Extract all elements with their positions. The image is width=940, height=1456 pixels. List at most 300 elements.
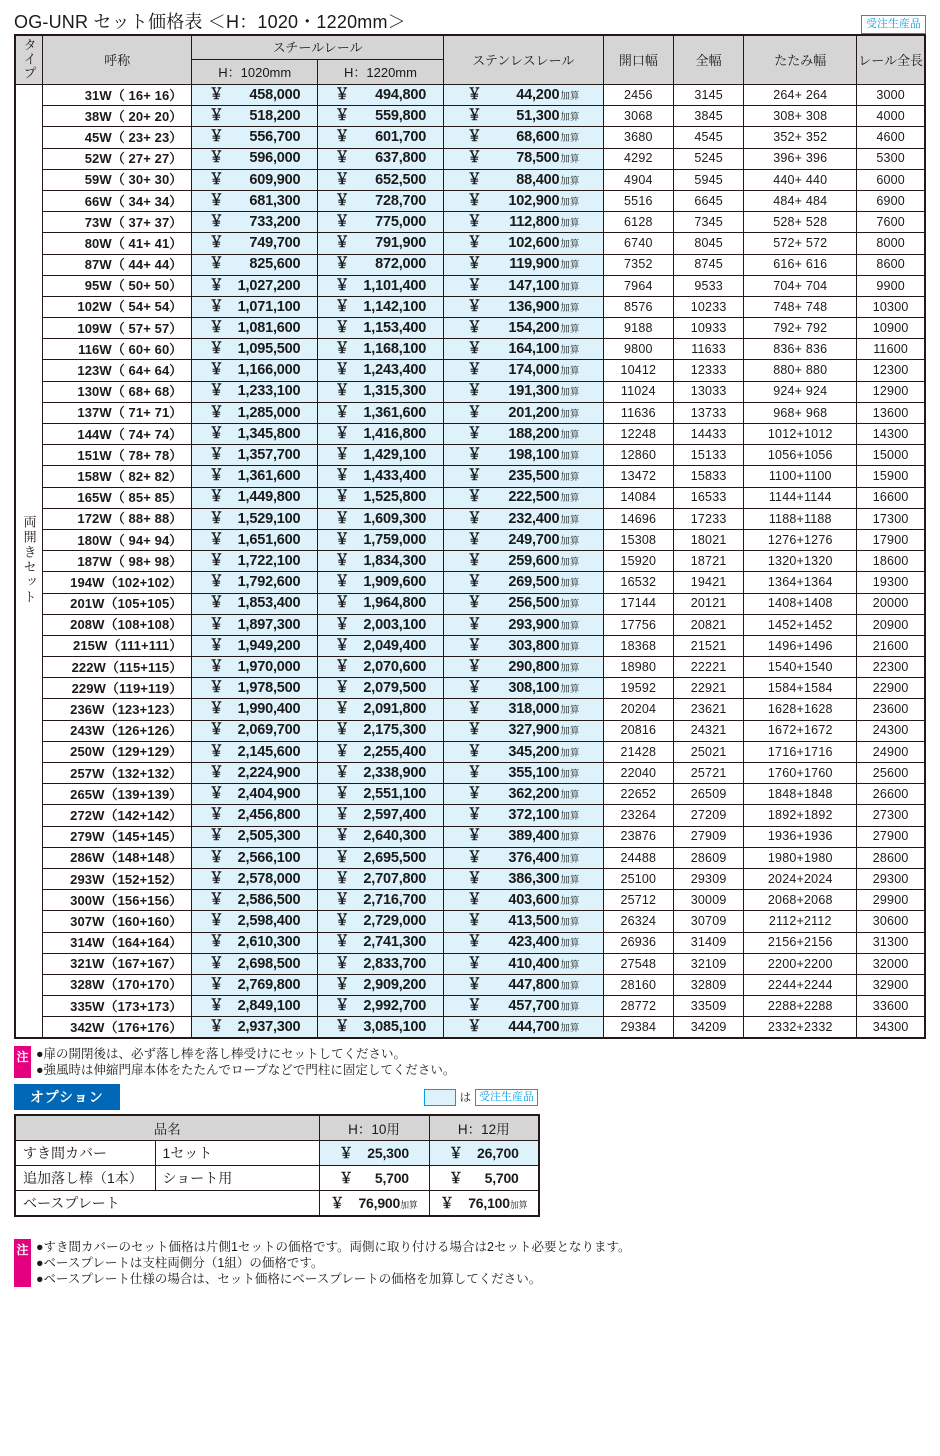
cell-stainless: ￥ 68,600加算	[443, 127, 603, 148]
cell-folded-width: 440+ 440	[744, 169, 857, 190]
option-cell-name: ベースプレート	[15, 1191, 319, 1217]
cell-steel-h1020: ￥ 2,566,100	[192, 847, 318, 868]
cell-steel-h1220: ￥ 2,992,700	[318, 996, 444, 1017]
col-header-rail-length-line1: レール全長	[858, 52, 923, 68]
cell-total-width: 28609	[673, 847, 743, 868]
cell-folded-width: 1892+1892	[744, 805, 857, 826]
option-note	[14, 1239, 926, 1287]
cell-folded-width: 1760+1760	[744, 763, 857, 784]
cell-steel-h1020: ￥ 2,578,000	[192, 868, 318, 889]
cell-folded-width: 1012+1012	[744, 424, 857, 445]
cell-name: 187W（ 98+ 98）	[43, 551, 192, 572]
table-row	[15, 127, 925, 148]
table-row	[15, 85, 925, 106]
cell-folded-width: 1496+1496	[744, 635, 857, 656]
option-col-header-item: 品名	[15, 1115, 319, 1141]
cell-steel-h1020: ￥ 2,769,800	[192, 974, 318, 995]
cell-opening-width: 7964	[603, 275, 673, 296]
cell-opening-width: 17756	[603, 614, 673, 635]
cell-total-width: 34209	[673, 1017, 743, 1039]
option-cell-spec: 1セット	[155, 1141, 319, 1166]
cell-stainless: ￥ 413,500加算	[443, 911, 603, 932]
cell-stainless: ￥ 269,500加算	[443, 572, 603, 593]
cell-steel-h1020: ￥ 733,200	[192, 212, 318, 233]
cell-name: 116W（ 60+ 60）	[43, 339, 192, 360]
cell-name: 335W（173+173）	[43, 996, 192, 1017]
cell-opening-width: 20204	[603, 699, 673, 720]
table-row	[15, 212, 925, 233]
cell-stainless: ￥ 308,100加算	[443, 678, 603, 699]
option-table	[14, 1114, 540, 1217]
cell-rail-length: 20000	[857, 593, 925, 614]
cell-opening-width: 6128	[603, 212, 673, 233]
cell-opening-width: 28160	[603, 974, 673, 995]
cell-rail-length: 22900	[857, 678, 925, 699]
price-table-head	[15, 35, 925, 85]
table-row	[15, 996, 925, 1017]
cell-steel-h1020: ￥ 2,937,300	[192, 1017, 318, 1039]
cell-steel-h1220: ￥ 2,833,700	[318, 953, 444, 974]
cell-folded-width: 2068+2068	[744, 890, 857, 911]
col-header-opening-width: 開口幅	[603, 35, 673, 85]
cell-total-width: 20121	[673, 593, 743, 614]
type-cell	[15, 85, 43, 1039]
cell-rail-length: 8000	[857, 233, 925, 254]
cell-opening-width: 23876	[603, 826, 673, 847]
cell-name: 286W（148+148）	[43, 847, 192, 868]
cell-folded-width: 1584+1584	[744, 678, 857, 699]
cell-stainless: ￥ 457,700加算	[443, 996, 603, 1017]
cell-rail-length: 20900	[857, 614, 925, 635]
cell-rail-length: 34300	[857, 1017, 925, 1039]
cell-name: 293W（152+152）	[43, 868, 192, 889]
cell-stainless: ￥ 191,300加算	[443, 381, 603, 402]
table-row	[15, 381, 925, 402]
cell-opening-width: 27548	[603, 953, 673, 974]
cell-opening-width: 21428	[603, 741, 673, 762]
cell-steel-h1020: ￥ 1,970,000	[192, 657, 318, 678]
cell-stainless: ￥ 386,300加算	[443, 868, 603, 889]
cell-name: 59W（ 30+ 30）	[43, 169, 192, 190]
table-row	[15, 635, 925, 656]
cell-steel-h1220: ￥ 2,175,300	[318, 720, 444, 741]
option-note-lines	[31, 1239, 630, 1287]
table-row	[15, 190, 925, 211]
legend-swatch-icon	[424, 1089, 456, 1106]
table-row	[15, 551, 925, 572]
table-row	[15, 233, 925, 254]
cell-rail-length: 15000	[857, 445, 925, 466]
cell-opening-width: 20816	[603, 720, 673, 741]
cell-total-width: 13733	[673, 402, 743, 423]
cell-stainless: ￥ 372,100加算	[443, 805, 603, 826]
cell-stainless: ￥ 256,500加算	[443, 593, 603, 614]
price-table	[14, 34, 926, 1039]
cell-name: 123W（ 64+ 64）	[43, 360, 192, 381]
cell-rail-length: 6000	[857, 169, 925, 190]
cell-opening-width: 13472	[603, 466, 673, 487]
cell-folded-width: 1980+1980	[744, 847, 857, 868]
cell-total-width: 4545	[673, 127, 743, 148]
cell-opening-width: 3680	[603, 127, 673, 148]
cell-name: 130W（ 68+ 68）	[43, 381, 192, 402]
cell-stainless: ￥ 136,900加算	[443, 296, 603, 317]
cell-folded-width: 2112+2112	[744, 911, 857, 932]
cell-rail-length: 24300	[857, 720, 925, 741]
cell-stainless: ￥ 119,900加算	[443, 254, 603, 275]
option-cell-h10: ￥ 25,300	[319, 1141, 429, 1166]
cell-rail-length: 29300	[857, 868, 925, 889]
cell-total-width: 8745	[673, 254, 743, 275]
table-row	[15, 720, 925, 741]
cell-steel-h1020: ￥ 1,166,000	[192, 360, 318, 381]
cell-folded-width: 748+ 748	[744, 296, 857, 317]
cell-steel-h1020: ￥ 1,897,300	[192, 614, 318, 635]
cell-stainless: ￥ 303,800加算	[443, 635, 603, 656]
cell-total-width: 30709	[673, 911, 743, 932]
option-cell-h12: ￥ 76,100加算	[429, 1191, 539, 1217]
cell-folded-width: 1452+1452	[744, 614, 857, 635]
table-row	[15, 868, 925, 889]
cell-total-width: 16533	[673, 487, 743, 508]
cell-name: 52W（ 27+ 27）	[43, 148, 192, 169]
cell-steel-h1220: ￥ 652,500	[318, 169, 444, 190]
cell-opening-width: 18980	[603, 657, 673, 678]
cell-name: 73W（ 37+ 37）	[43, 212, 192, 233]
page-title: OG-UNR セット価格表 ＜H：1020・1220mm＞	[14, 12, 406, 32]
cell-stainless: ￥ 293,900加算	[443, 614, 603, 635]
cell-folded-width: 352+ 352	[744, 127, 857, 148]
cell-total-width: 19421	[673, 572, 743, 593]
cell-steel-h1020: ￥ 1,792,600	[192, 572, 318, 593]
cell-total-width: 18721	[673, 551, 743, 572]
table-row	[15, 254, 925, 275]
cell-folded-width: 2024+2024	[744, 868, 857, 889]
cell-rail-length: 4600	[857, 127, 925, 148]
cell-rail-length: 18600	[857, 551, 925, 572]
option-cell-h12: ￥ 5,700	[429, 1166, 539, 1191]
cell-rail-length: 12900	[857, 381, 925, 402]
cell-total-width: 8045	[673, 233, 743, 254]
table-row	[15, 657, 925, 678]
cell-steel-h1020: ￥ 1,853,400	[192, 593, 318, 614]
cell-steel-h1020: ￥ 2,586,500	[192, 890, 318, 911]
option-table-body	[15, 1141, 539, 1217]
cell-folded-width: 2156+2156	[744, 932, 857, 953]
table-row	[15, 296, 925, 317]
cell-steel-h1220: ￥ 1,909,600	[318, 572, 444, 593]
cell-rail-length: 26600	[857, 784, 925, 805]
cell-steel-h1020: ￥ 749,700	[192, 233, 318, 254]
cell-steel-h1020: ￥ 518,200	[192, 106, 318, 127]
cell-steel-h1220: ￥ 637,800	[318, 148, 444, 169]
table-row	[15, 106, 925, 127]
cell-opening-width: 16532	[603, 572, 673, 593]
cell-rail-length: 22300	[857, 657, 925, 678]
cell-folded-width: 1540+1540	[744, 657, 857, 678]
cell-steel-h1220: ￥ 2,255,400	[318, 741, 444, 762]
table-row	[15, 360, 925, 381]
col-header-steel-group: スチールレール	[192, 35, 443, 60]
cell-folded-width: 528+ 528	[744, 212, 857, 233]
cell-steel-h1220: ￥ 728,700	[318, 190, 444, 211]
cell-steel-h1220: ￥ 775,000	[318, 212, 444, 233]
cell-name: 172W（ 88+ 88）	[43, 508, 192, 529]
cell-steel-h1220: ￥ 1,433,400	[318, 466, 444, 487]
option-cell-h10: ￥ 76,900加算	[319, 1191, 429, 1217]
cell-total-width: 14433	[673, 424, 743, 445]
cell-opening-width: 2456	[603, 85, 673, 106]
cell-steel-h1020: ￥ 1,990,400	[192, 699, 318, 720]
cell-steel-h1220: ￥ 2,729,000	[318, 911, 444, 932]
cell-steel-h1020: ￥ 2,224,900	[192, 763, 318, 784]
cell-stainless: ￥ 389,400加算	[443, 826, 603, 847]
table-row	[15, 339, 925, 360]
cell-name: 243W（126+126）	[43, 720, 192, 741]
cell-stainless: ￥ 232,400加算	[443, 508, 603, 529]
cell-total-width: 15833	[673, 466, 743, 487]
col-header-type	[15, 35, 43, 85]
cell-rail-length: 10300	[857, 296, 925, 317]
page-header	[14, 0, 926, 34]
cell-steel-h1020: ￥ 1,949,200	[192, 635, 318, 656]
option-cell-name: すき間カバー	[15, 1141, 155, 1166]
cell-opening-width: 11636	[603, 402, 673, 423]
cell-name: 151W（ 78+ 78）	[43, 445, 192, 466]
option-cell-h12: ￥ 26,700	[429, 1141, 539, 1166]
cell-steel-h1220: ￥ 1,153,400	[318, 318, 444, 339]
cell-opening-width: 25100	[603, 868, 673, 889]
cell-steel-h1020: ￥ 1,233,100	[192, 381, 318, 402]
cell-stainless: ￥ 327,900加算	[443, 720, 603, 741]
cell-stainless: ￥ 222,500加算	[443, 487, 603, 508]
cell-steel-h1220: ￥ 1,609,300	[318, 508, 444, 529]
cell-name: 95W（ 50+ 50）	[43, 275, 192, 296]
cell-steel-h1020: ￥ 1,449,800	[192, 487, 318, 508]
cell-opening-width: 4904	[603, 169, 673, 190]
cell-rail-length: 7600	[857, 212, 925, 233]
table-row	[15, 572, 925, 593]
cell-name: 144W（ 74+ 74）	[43, 424, 192, 445]
col-header-steel-h1020: H：1020mm	[192, 60, 318, 85]
cell-steel-h1220: ￥ 3,085,100	[318, 1017, 444, 1039]
cell-steel-h1220: ￥ 1,525,800	[318, 487, 444, 508]
cell-name: 307W（160+160）	[43, 911, 192, 932]
option-header	[14, 1084, 538, 1110]
cell-rail-length: 9900	[857, 275, 925, 296]
cell-name: 137W（ 71+ 71）	[43, 402, 192, 423]
cell-stainless: ￥ 376,400加算	[443, 847, 603, 868]
table-row	[15, 699, 925, 720]
cell-total-width: 6645	[673, 190, 743, 211]
table-row	[15, 169, 925, 190]
note-line: ●扉の開閉後は、必ず落し棒を落し棒受けにセットしてください。	[36, 1047, 407, 1062]
cell-stainless: ￥ 362,200加算	[443, 784, 603, 805]
cell-steel-h1020: ￥ 825,600	[192, 254, 318, 275]
cell-steel-h1020: ￥ 1,722,100	[192, 551, 318, 572]
cell-rail-length: 32000	[857, 953, 925, 974]
table-row	[15, 1017, 925, 1039]
cell-total-width: 7345	[673, 212, 743, 233]
cell-stainless: ￥ 423,400加算	[443, 932, 603, 953]
cell-steel-h1020: ￥ 1,529,100	[192, 508, 318, 529]
table-row	[15, 445, 925, 466]
option-note-mark-icon: 注	[14, 1239, 31, 1287]
main-note	[14, 1046, 926, 1078]
cell-total-width: 31409	[673, 932, 743, 953]
cell-rail-length: 30600	[857, 911, 925, 932]
cell-steel-h1020: ￥ 1,071,100	[192, 296, 318, 317]
cell-steel-h1220: ￥ 494,800	[318, 85, 444, 106]
cell-stainless: ￥ 259,600加算	[443, 551, 603, 572]
cell-steel-h1220: ￥ 1,101,400	[318, 275, 444, 296]
cell-steel-h1220: ￥ 1,416,800	[318, 424, 444, 445]
cell-opening-width: 26324	[603, 911, 673, 932]
made-to-order-badge: 受注生産品	[861, 15, 926, 34]
cell-rail-length: 24900	[857, 741, 925, 762]
cell-steel-h1020: ￥ 1,027,200	[192, 275, 318, 296]
cell-stainless: ￥ 154,200加算	[443, 318, 603, 339]
cell-folded-width: 880+ 880	[744, 360, 857, 381]
option-col-header-h12: H：12用	[429, 1115, 539, 1141]
cell-name: 66W（ 34+ 34）	[43, 190, 192, 211]
cell-name: 250W（129+129）	[43, 741, 192, 762]
cell-opening-width: 14084	[603, 487, 673, 508]
cell-folded-width: 2244+2244	[744, 974, 857, 995]
cell-opening-width: 25712	[603, 890, 673, 911]
cell-total-width: 3845	[673, 106, 743, 127]
cell-total-width: 18021	[673, 529, 743, 550]
cell-total-width: 30009	[673, 890, 743, 911]
table-row	[15, 763, 925, 784]
cell-steel-h1020: ￥ 458,000	[192, 85, 318, 106]
cell-stainless: ￥ 249,700加算	[443, 529, 603, 550]
cell-total-width: 32809	[673, 974, 743, 995]
cell-name: 87W（ 44+ 44）	[43, 254, 192, 275]
cell-name: 229W（119+119）	[43, 678, 192, 699]
cell-steel-h1020: ￥ 1,081,600	[192, 318, 318, 339]
cell-name: 45W（ 23+ 23）	[43, 127, 192, 148]
cell-steel-h1020: ￥ 2,598,400	[192, 911, 318, 932]
cell-rail-length: 23600	[857, 699, 925, 720]
cell-stainless: ￥ 102,600加算	[443, 233, 603, 254]
cell-name: 102W（ 54+ 54）	[43, 296, 192, 317]
cell-folded-width: 1716+1716	[744, 741, 857, 762]
cell-name: 201W（105+105）	[43, 593, 192, 614]
cell-steel-h1020: ￥ 556,700	[192, 127, 318, 148]
cell-rail-length: 8600	[857, 254, 925, 275]
cell-opening-width: 4292	[603, 148, 673, 169]
cell-steel-h1220: ￥ 2,049,400	[318, 635, 444, 656]
cell-opening-width: 8576	[603, 296, 673, 317]
table-row	[15, 911, 925, 932]
cell-opening-width: 9188	[603, 318, 673, 339]
cell-rail-length: 17900	[857, 529, 925, 550]
cell-opening-width: 15308	[603, 529, 673, 550]
cell-steel-h1220: ￥ 1,759,000	[318, 529, 444, 550]
cell-steel-h1220: ￥ 2,091,800	[318, 699, 444, 720]
cell-steel-h1020: ￥ 2,849,100	[192, 996, 318, 1017]
cell-rail-length: 33600	[857, 996, 925, 1017]
cell-folded-width: 484+ 484	[744, 190, 857, 211]
cell-folded-width: 704+ 704	[744, 275, 857, 296]
option-row	[15, 1166, 539, 1191]
cell-total-width: 32109	[673, 953, 743, 974]
col-header-steel-h1220: H：1220mm	[318, 60, 444, 85]
cell-total-width: 29309	[673, 868, 743, 889]
cell-steel-h1220: ￥ 2,003,100	[318, 614, 444, 635]
table-row	[15, 953, 925, 974]
cell-name: 158W（ 82+ 82）	[43, 466, 192, 487]
cell-total-width: 10933	[673, 318, 743, 339]
cell-name: 314W（164+164）	[43, 932, 192, 953]
cell-name: 236W（123+123）	[43, 699, 192, 720]
cell-folded-width: 1364+1364	[744, 572, 857, 593]
cell-stainless: ￥ 78,500加算	[443, 148, 603, 169]
cell-steel-h1220: ￥ 872,000	[318, 254, 444, 275]
cell-stainless: ￥ 88,400加算	[443, 169, 603, 190]
cell-stainless: ￥ 198,100加算	[443, 445, 603, 466]
cell-steel-h1220: ￥ 1,361,600	[318, 402, 444, 423]
cell-folded-width: 1320+1320	[744, 551, 857, 572]
option-row	[15, 1191, 539, 1217]
cell-opening-width: 29384	[603, 1017, 673, 1039]
cell-steel-h1220: ￥ 2,716,700	[318, 890, 444, 911]
cell-steel-h1220: ￥ 1,142,100	[318, 296, 444, 317]
cell-steel-h1220: ￥ 2,741,300	[318, 932, 444, 953]
table-row	[15, 529, 925, 550]
cell-rail-length: 11600	[857, 339, 925, 360]
cell-name: 109W（ 57+ 57）	[43, 318, 192, 339]
cell-steel-h1220: ￥ 2,640,300	[318, 826, 444, 847]
note-line: ●強風時は伸縮門扉本体をたたんでロープなどで門柱に固定してください。	[36, 1063, 456, 1078]
cell-rail-length: 19300	[857, 572, 925, 593]
cell-opening-width: 19592	[603, 678, 673, 699]
cell-stainless: ￥ 447,800加算	[443, 974, 603, 995]
cell-opening-width: 12248	[603, 424, 673, 445]
cell-steel-h1020: ￥ 2,505,300	[192, 826, 318, 847]
cell-rail-length: 27900	[857, 826, 925, 847]
cell-opening-width: 7352	[603, 254, 673, 275]
col-header-folded-width: たたみ幅	[744, 35, 857, 85]
cell-total-width: 27209	[673, 805, 743, 826]
cell-folded-width: 2332+2332	[744, 1017, 857, 1039]
cell-name: 80W（ 41+ 41）	[43, 233, 192, 254]
cell-steel-h1020: ￥ 609,900	[192, 169, 318, 190]
cell-name: 272W（142+142）	[43, 805, 192, 826]
cell-total-width: 27909	[673, 826, 743, 847]
cell-folded-width: 308+ 308	[744, 106, 857, 127]
table-row	[15, 318, 925, 339]
cell-steel-h1220: ￥ 2,707,800	[318, 868, 444, 889]
cell-steel-h1020: ￥ 1,345,800	[192, 424, 318, 445]
cell-rail-length: 12300	[857, 360, 925, 381]
cell-steel-h1020: ￥ 1,978,500	[192, 678, 318, 699]
cell-opening-width: 11024	[603, 381, 673, 402]
cell-opening-width: 3068	[603, 106, 673, 127]
table-row	[15, 593, 925, 614]
cell-rail-length: 25600	[857, 763, 925, 784]
col-header-stainless: ステンレスレール	[443, 35, 603, 85]
cell-steel-h1020: ￥ 2,610,300	[192, 932, 318, 953]
cell-name: 300W（156+156）	[43, 890, 192, 911]
option-row	[15, 1141, 539, 1166]
cell-total-width: 17233	[673, 508, 743, 529]
cell-opening-width: 18368	[603, 635, 673, 656]
table-row	[15, 614, 925, 635]
cell-stainless: ￥ 403,600加算	[443, 890, 603, 911]
cell-name: 342W（176+176）	[43, 1017, 192, 1039]
